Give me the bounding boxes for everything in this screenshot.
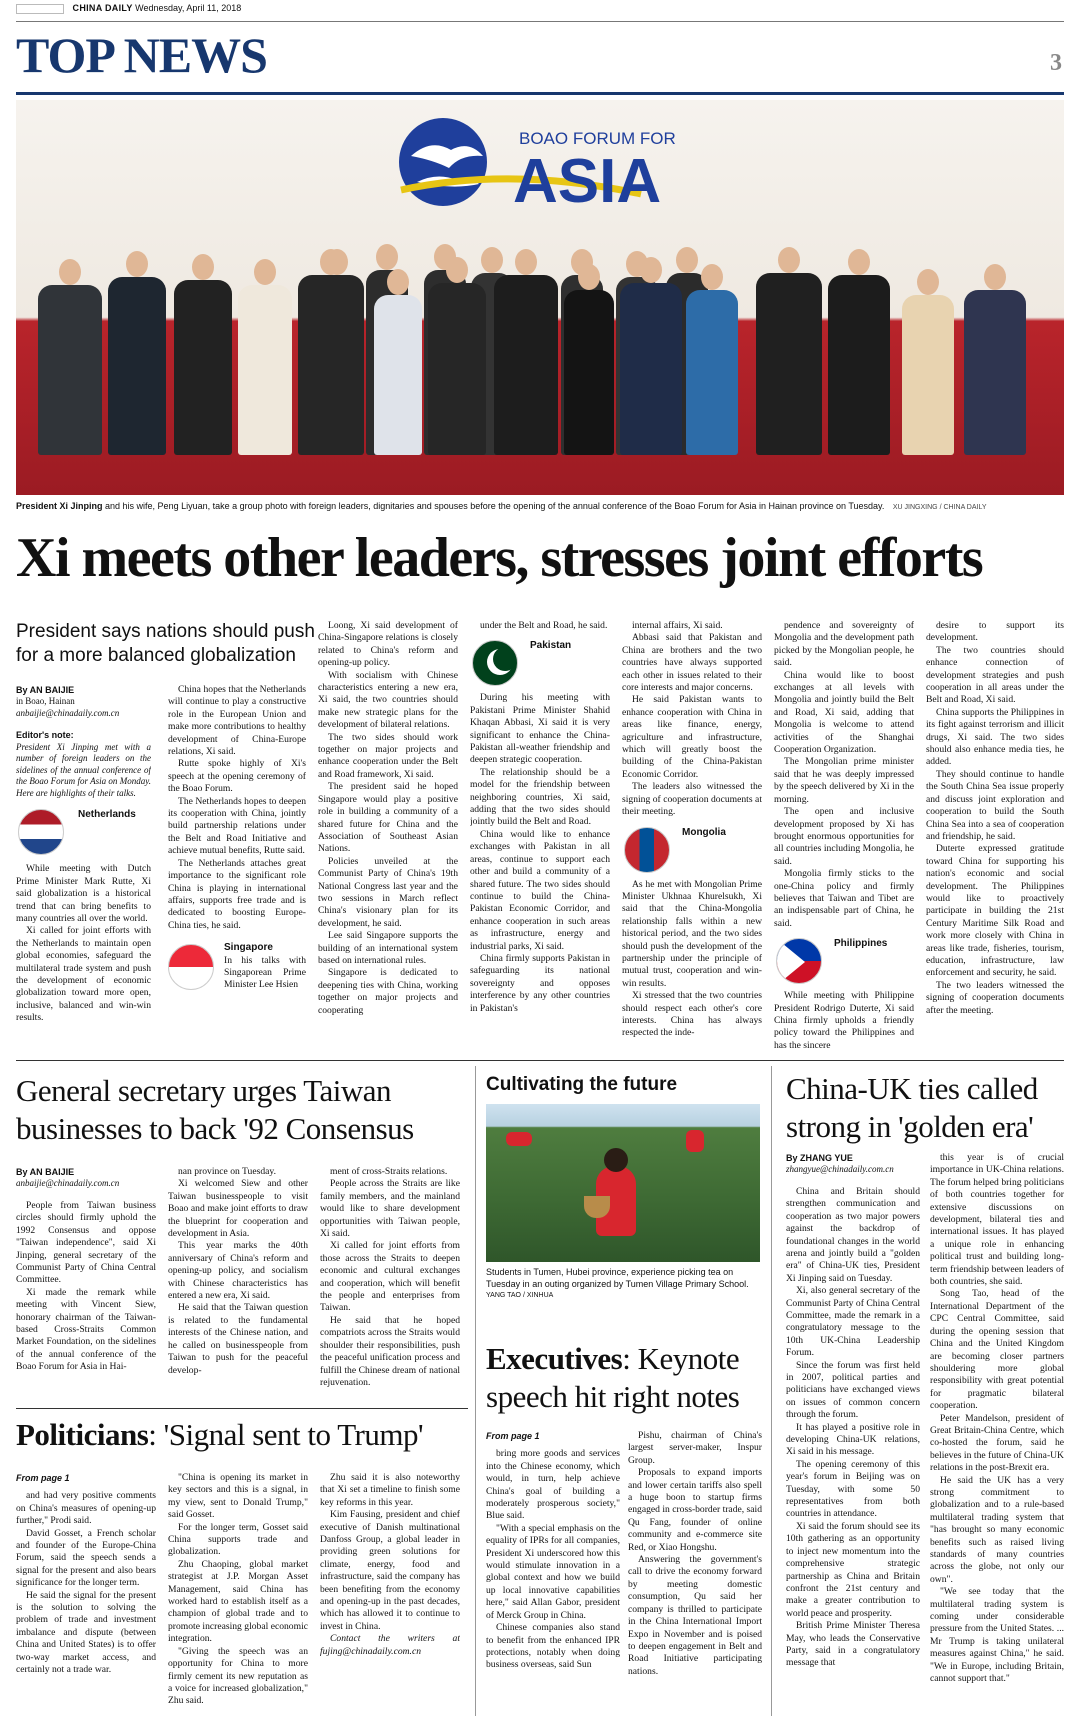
uk-headline-line1: China-UK ties called — [786, 1071, 1038, 1106]
paragraph: The Netherlands hopes to deepen its cooperation with China, jointly build partnership relations under the Belt and Road Initiative and achieve mutual benefits, Rutte said. — [168, 795, 306, 857]
paragraph: under the Belt and Road, he said. — [480, 620, 608, 631]
uk-headline-line2: strong in 'golden era' — [786, 1109, 1034, 1144]
paragraph: desire to support its development. — [926, 620, 1064, 644]
paragraph: People from Taiwan business circles should firmly uphold the 1992 Consensus and oppose "Taiwan independence", said Xi Jinping, general secretary of the Communist Party of China Central Committee. — [16, 1199, 156, 1286]
paragraph: China would like to boost exchanges at all levels with Mongolia and jointly build the Belt and Road, Xi said, adding that Mongolia is welcome to attend activities of the Shanghai Cooperation Organization. — [774, 669, 914, 756]
paragraph: The two leaders witnessed the signing of cooperation documents after the meeting. — [926, 979, 1064, 1016]
paragraph: Song Tao, head of the International Department of the CPC Central Committee, said during the opening session that China and the United Kingdom are becoming closer partners shouldering more global responsibility with great potential for pragmatic bilateral cooperation. — [930, 1288, 1064, 1412]
singapore-flag-icon — [168, 944, 214, 990]
politicians-from-page: From page 1 — [16, 1473, 70, 1483]
paragraph: The Mongolian prime minister said that he was deeply impressed by the speech delivered by Xi in the morning. — [774, 756, 914, 805]
taiwan-col-3 — [320, 1166, 460, 1400]
paragraph: He said that he hoped compatriots across the Straits would shoulder their responsibilities, push the peaceful unification process and fulfill the Chinese dream of national rejuvenation. — [320, 1314, 460, 1388]
paragraph: Zhu Chaoping, global market strategist at J.P. Morgan Asset Management, said China has worked hard to establish itself as a champion of global trade and to promote increasing global economic integration. — [168, 1558, 308, 1645]
uk-headline — [786, 1070, 1066, 1146]
main-deck: President says nations should push for a more balanced globalization — [16, 621, 315, 666]
paragraph: Loong, Xi said development of China-Singapore relations is closely related to China's reform and opening-up policy. — [318, 620, 458, 669]
paragraph: Policies unveiled at the Communist Party of China's 19th National Congress last year and the two sessions in March reflect China's visionary plan for its development, he said. — [318, 855, 458, 929]
paragraph: The relationship should be a model for the friendship between neighboring countries, Xi said, adding that the two sides should jointly build the Belt and Road. — [470, 766, 610, 828]
executives-col-1 — [486, 1430, 620, 1720]
paragraph: Lee said Singapore supports the building of an international system based on international rules. — [318, 930, 458, 966]
paragraph: Singapore is dedicated to deepening ties with China, working together on major projects and cooperating — [318, 967, 458, 1016]
inset-caption — [486, 1266, 760, 1302]
logo-line1: BOAO FORUM FOR — [519, 129, 676, 148]
paragraph: and had very positive comments on China's measures of opening-up further," Prodi said. — [16, 1490, 156, 1527]
group-photo — [16, 100, 1064, 495]
logo-line2: ASIA — [513, 147, 662, 216]
person — [428, 283, 486, 455]
paragraph: "Giving the speech was an opportunity for China to more firmly cement its new reputation as a voice for increased globalization," Zhu said. — [168, 1645, 308, 1707]
paragraph: He said that the Taiwan question is related to the fundamental interests of the Chinese nation, and he called on businesspeople from Taiwan to push for the peaceful develop- — [168, 1302, 308, 1376]
contact-line: Contact the writers at fujing@chinadaily.com.cn — [320, 1633, 460, 1657]
editors-note-label: Editor's note: — [16, 730, 74, 741]
photo-caption — [16, 500, 1064, 514]
politicians-headline-bold: Politicians — [16, 1417, 149, 1452]
china-daily-logo — [16, 4, 64, 14]
paragraph: The leaders also witnessed the signing of cooperation documents at their meeting. — [622, 781, 762, 818]
paragraph: Peter Mandelson, president of Great Britain-China Centre, which co-hosted the forum, said he believes in the future of China-UK relations in the post-Brexit era. — [930, 1412, 1064, 1474]
inset-title: Cultivating the future — [486, 1074, 678, 1095]
person — [174, 280, 232, 455]
mongolia-lead: As he met with Mongolian Prime Minister Ukhnaa Khurelsukh, Xi said that the China-Mongolia relationship falls within a new historical period, and the two sides should push the development of the partnership under the principle of mutual trust, cooperation and win-win results. — [622, 878, 762, 989]
taiwan-headline-line2: businesses to back '92 Consensus — [16, 1111, 414, 1146]
paragraph: He said the UK has a very strong commitment to globalization and to a rule-based multilateral trading system that "has brought so many economic benefits such as raised living standards of many countries across the globe, not only our own". — [930, 1474, 1064, 1585]
paragraph: Pishu, chairman of China's largest server-maker, Inspur Group. — [628, 1430, 762, 1466]
paragraph: "We see today that the multilateral trading system is coming under considerable pressure from the United States. ... Mr Trump is taking unilateral measures against China," he said. "We in Europe, including Britain, cannot support that." — [930, 1586, 1064, 1685]
paragraph: The two countries should enhance connection of development strategies and push cooperation in all areas under the Belt and Road, Xi said. — [926, 644, 1064, 706]
mongolia-label: Mongolia — [682, 826, 726, 838]
paragraph: China would like to enhance exchanges with Pakistan in all areas, continue to support each other and build a community of a shared future. The two sides should continue to build the China-Pakistan Economic Corridor, and enhance cooperation in such areas as infrastructure, energy and industrial parks, Xi said. — [470, 828, 610, 952]
netherlands-lead: While meeting with Dutch Prime Minister Mark Rutte, Xi said globalization is a historical trend that can bring benefits to many countries all over the world. — [16, 863, 151, 924]
netherlands-flag-icon — [18, 809, 64, 855]
person — [494, 275, 558, 455]
paragraph: Abbasi said that Pakistan and China are brothers and the two countries have always supported each other in issues related to their core interests and major concerns. — [622, 632, 762, 694]
photo-credit: XU JINGXING / CHINA DAILY — [892, 504, 987, 511]
paragraph: Since the forum was first held in 2007, political parties and politicians have exchanged views on issues of common concern through the forum. — [786, 1359, 920, 1421]
paragraph: this year is of crucial importance in UK-China relations. The forum helped bring politicians of both countries together for extensive discussions on development, bilateral ties and international issues. It has played a unique role in enhancing political trust and building long-term friendship between leaders of both countries, she said. — [930, 1152, 1064, 1288]
politicians-col-2 — [168, 1472, 308, 1720]
caption-text: and his wife, Peng Liyuan, take a group photo with foreign leaders, dignitaries and spouses before the opening of the annual conference of the Boao Forum for Asia in Hainan province on Tuesday. — [105, 501, 885, 511]
paragraph: It has played a positive role in developing China-UK relations, Xi said in his message. — [786, 1421, 920, 1458]
paragraph: Xi, also general secretary of the Communist Party of China Central Committee, made the remark in a congratulatory message to the 10th UK-China Leadership Forum. — [786, 1285, 920, 1359]
uk-email: zhangyue@chinadaily.com.cn — [786, 1164, 894, 1175]
paragraph: He said the signal for the present is the solution to solving the problem of trade and investment imbalance and dispute (between China and United States) is to offer two-way market access, and certainly not a trade war. — [16, 1589, 156, 1676]
child-head — [604, 1148, 628, 1172]
person — [686, 290, 738, 455]
politicians-headline-rest: : 'Signal sent to Trump' — [148, 1417, 424, 1452]
person — [108, 277, 166, 455]
paragraph: Xi called for joint efforts with the Netherlands to maintain open global economies, safeguard the multilateral trade system and push the development of economic globalization toward more open, inclusive, balanced and win-win results. — [16, 925, 151, 1024]
politicians-headline — [16, 1416, 466, 1454]
paragraph: He said Pakistan wants to enhance cooperation with China in areas like finance, energy, agriculture and infrastructure, which will greatly boost the building of the China-Pakistan Economic Corridor. — [622, 694, 762, 780]
paragraph: bring more goods and services into the Chinese economy, which would, in turn, help achieve China's goal of building a moderately prosperous society," Blue said. — [486, 1448, 620, 1522]
person — [374, 295, 422, 455]
philippines-lead: While meeting with Philippine President Rodrigo Duterte, Xi said China firmly upholds a friendly policy toward the Philippines and has the sincere — [774, 990, 914, 1051]
paragraph: "With a special emphasis on the equality of IPRs for all companies, President Xi underscored how this would stimulate innovation in a global context and how we build up local innovative capabilities here," said Allan Gabor, president of Merck Group in China. — [486, 1522, 620, 1621]
masthead — [16, 0, 1064, 22]
story-divider — [16, 1408, 468, 1409]
paragraph: Answering the government's call to drive the economy forward by meeting domestic consumption, Qu said her company is thrilled to participate in the China International Import Expo in November and is poised to deepen engagement in Belt and Road Initiative participating nations. — [628, 1554, 762, 1677]
main-headline: Xi meets other leaders, stresses joint efforts — [16, 527, 983, 589]
uk-col-1 — [786, 1152, 920, 1720]
uk-col-2 — [930, 1152, 1064, 1720]
netherlands-label: Netherlands — [78, 809, 136, 821]
main-col-2 — [168, 684, 306, 1054]
politicians-col-3 — [320, 1472, 460, 1720]
taiwan-email: anbaijie@chinadaily.com.cn — [16, 1178, 120, 1189]
person — [238, 285, 292, 455]
paragraph: Kim Fausing, president and chief executive of Danish multinational Danfoss Group, a global leader in providing green solutions for climate, energy, food and infrastructure, said the company has been benefiting from the economy and opening-up in the past decades, which has allowed it to continue to invest in China. — [320, 1509, 460, 1632]
singapore-label: Singapore — [224, 942, 273, 954]
paragraph: ment of cross-Straits relations. — [330, 1166, 448, 1177]
taiwan-col-2 — [168, 1166, 308, 1400]
paragraph: The two sides should work together on major projects and enhance cooperation under the Belt and Road framework, Xi said. — [318, 731, 458, 780]
pakistan-flag-icon — [472, 640, 518, 686]
section-rule — [16, 92, 1064, 95]
paragraph: "China is opening its market in key sectors and this is a signal, in my view, sent to Donald Trump," said Gosset. — [168, 1472, 308, 1521]
tea-picking-photo — [486, 1104, 760, 1262]
main-col-7 — [926, 620, 1064, 1054]
executives-from-page: From page 1 — [486, 1431, 540, 1441]
paragraph: This year marks the 40th anniversary of China's reform and opening-up policy, and socialism with Chinese characteristics has entered a new era, Xi said. — [168, 1240, 308, 1302]
executives-headline-rest2: speech hit right notes — [486, 1379, 740, 1414]
paragraph: Xi stressed that the two countries should respect each other's core interests. China has always respected the inde- — [622, 990, 762, 1039]
taiwan-headline — [16, 1072, 466, 1148]
paragraph: Xi called for joint efforts from those across the Straits to deepen economic and cultural exchanges and cooperation, which will benefit the people and enterprises from Taiwan. — [320, 1240, 460, 1314]
executives-headline — [486, 1340, 766, 1416]
paragraph: The Netherlands attaches great importance to the significant role China is playing in international affairs, supports free trade and is dedicated to boosting Europe-China ties, he said. — [168, 857, 306, 931]
paragraph: nan province on Tuesday. — [178, 1166, 276, 1177]
philippines-label: Philippines — [834, 938, 888, 950]
main-col-6 — [774, 620, 914, 1054]
mongolia-flag-icon — [624, 827, 670, 873]
paragraph: China and Britain should strengthen communication and cooperation as two major powers against the backdrop of foundational changes in the world arena and jointly build a "golden era" of China-UK ties, President Xi Jinping said on Tuesday. — [786, 1185, 920, 1284]
main-col-5 — [622, 620, 762, 1054]
inset-caption-text: Students in Tumen, Hubei province, experience picking tea on Tuesday in an outing organized by Tumen Village Primary School. — [486, 1267, 749, 1289]
story-divider — [16, 1060, 1064, 1061]
inset-credit: YANG TAO / XINHUA — [486, 1292, 554, 1299]
paragraph: China firmly supports Pakistan in safeguarding its national sovereignty and opposes interference by any other countries in Pakistan's — [470, 952, 610, 1014]
column-divider — [771, 1066, 772, 1716]
byline-email: anbaijie@chinadaily.com.cn — [16, 707, 120, 718]
paragraph: pendence and sovereignty of Mongolia and the development path picked by the Mongolian people, he said. — [774, 620, 914, 669]
taiwan-col-1 — [16, 1166, 156, 1400]
paragraph: China hopes that the Netherlands will continue to play a constructive role in the European Union and make more contributions to healthy development of China-Europe relations, Xi said. — [168, 684, 306, 758]
person — [828, 275, 890, 455]
basket — [584, 1196, 610, 1218]
executives-headline-rest1: : Keynote — [622, 1341, 740, 1376]
paragraph: Xi made the remark while meeting with Vincent Siew, honorary chairman of the Taiwan-based Cross-Straits Common Market Foundation, on the sidelines of the annual conference of the Boao Forum for Asia in Hai- — [16, 1286, 156, 1373]
paragraph: The open and inclusive development proposed by Xi has brought enormous opportunities for all countries including Mongolia, he said. — [774, 806, 914, 867]
executives-headline-bold: Executives — [486, 1341, 623, 1376]
page-number: 3 — [1050, 50, 1062, 76]
main-col-4 — [470, 620, 610, 1054]
paragraph: People across the Straits are like family members, and the mainland would like to share development opportunities with Taiwan people, Xi said. — [320, 1178, 460, 1240]
paper-name: CHINA DAILY — [72, 3, 133, 13]
boao-forum-logo — [391, 110, 751, 220]
paragraph: China supports the Philippines in its fight against terrorism and illicit drugs, Xi said. The two sides should also enhance media ties, he added. — [926, 706, 1064, 768]
paragraph: Rutte spoke highly of Xi's speech at the opening ceremony of the Boao Forum. — [168, 758, 306, 795]
paragraph: Duterte expressed gratitude toward China for supporting his nation's economic and social development. The Philippines would like to proactively participate in building the 21st Century Maritime Silk Road and work more closely with China in areas like trade, fisheries, tourism, education, infrastructure, law enforcement and security, he said. — [926, 843, 1064, 979]
pakistan-lead: During his meeting with Pakistani Prime Minister Shahid Khaqan Abbasi, Xi said it is very significant to enhance the China-Pakistan all-weather friendship and deepen strategic cooperation. — [470, 692, 610, 766]
taiwan-byline: By AN BAIJIE — [16, 1167, 75, 1177]
byline: By AN BAIJIE — [16, 685, 75, 695]
uk-byline: By ZHANG YUE — [786, 1153, 853, 1163]
paragraph: David Gosset, a French scholar and founder of the Europe-China Forum, said the speech sends a signal for the present and also bears significance for the longer term. — [16, 1527, 156, 1589]
person — [564, 290, 614, 455]
section-title: TOP NEWS — [16, 27, 267, 83]
student-figure — [686, 1130, 704, 1152]
paragraph: With socialism with Chinese characteristics entering a new era, Xi said, the two countries should make new strategic plans for the development of bilateral relations. — [318, 669, 458, 731]
taiwan-headline-line1: General secretary urges Taiwan — [16, 1073, 392, 1108]
politicians-col-1 — [16, 1472, 156, 1720]
philippines-flag-icon — [776, 938, 822, 984]
paragraph: Xi welcomed Siew and other Taiwan businesspeople to visit Boao and make joint efforts to draw the blueprint for cooperation and development in Asia. — [168, 1178, 308, 1240]
issue-date: Wednesday, April 11, 2018 — [135, 3, 242, 13]
person — [620, 283, 682, 455]
paragraph: For the longer term, Gosset said China supports trade and globalization. — [168, 1521, 308, 1558]
main-col-1 — [16, 684, 151, 1054]
singapore-lead: In his talks with Singaporean Prime Minister Lee Hsien — [224, 954, 306, 991]
caption-name: President Xi Jinping — [16, 501, 103, 511]
person — [964, 290, 1026, 455]
paragraph: The opening ceremony of this year's forum in Beijing was on Tuesday, with some 50 representatives from both countries in attendance. — [786, 1458, 920, 1520]
editors-note: President Xi Jinping met with a number of foreign leaders on the sidelines of the annual conference of the Boao Forum for Asia on Monday. Here are highlights of their talks. — [16, 741, 151, 798]
paragraph: Mongolia firmly sticks to the one-China policy and firmly believes that Taiwan and Tibet are an indispensable part of China, he said. — [774, 868, 914, 929]
executives-col-2 — [628, 1430, 762, 1720]
byline-location: in Boao, Hainan — [16, 696, 75, 707]
person — [902, 295, 954, 455]
paragraph: Xi said the forum should see its 10th gathering as an opportunity to inject new momentum into the comprehensive strategic partnership as China and Britain confront the 21st century and make a greater contribution to world peace and prosperity. — [786, 1520, 920, 1619]
paragraph: British Prime Minister Theresa May, who leads the Conservative Party, said in a congratulatory message that — [786, 1620, 920, 1669]
paragraph: They should continue to handle the South China Sea issue properly and discuss joint exploration and cooperation to build the South China Sea into a sea of cooperation and friendship, he said. — [926, 768, 1064, 842]
person — [756, 273, 822, 455]
main-col-3 — [318, 620, 458, 1054]
pakistan-label: Pakistan — [530, 640, 572, 652]
paragraph: Proposals to expand imports and lower certain tariffs also spell a huge boon to startup firms engaged in cross-border trade, said Qu Fang, founder of online community and e-commerce site Red, or Xiao Hongshu. — [628, 1467, 762, 1553]
column-divider — [475, 1066, 476, 1716]
paragraph: internal affairs, Xi said. — [632, 620, 723, 631]
paragraph: Zhu said it is also noteworthy that Xi set a timeline to finish some key reforms in this year. — [320, 1472, 460, 1508]
person — [298, 275, 364, 455]
student-figure — [506, 1132, 532, 1146]
paragraph: The president said he hoped Singapore would play a positive role in building a community of a shared future for China and the Association of Southeast Asian Nations. — [318, 781, 458, 855]
person — [38, 285, 102, 455]
paragraph: Chinese companies also stand to benefit from the enhanced IPR protections, notably when doing business overseas, said Sun — [486, 1622, 620, 1671]
